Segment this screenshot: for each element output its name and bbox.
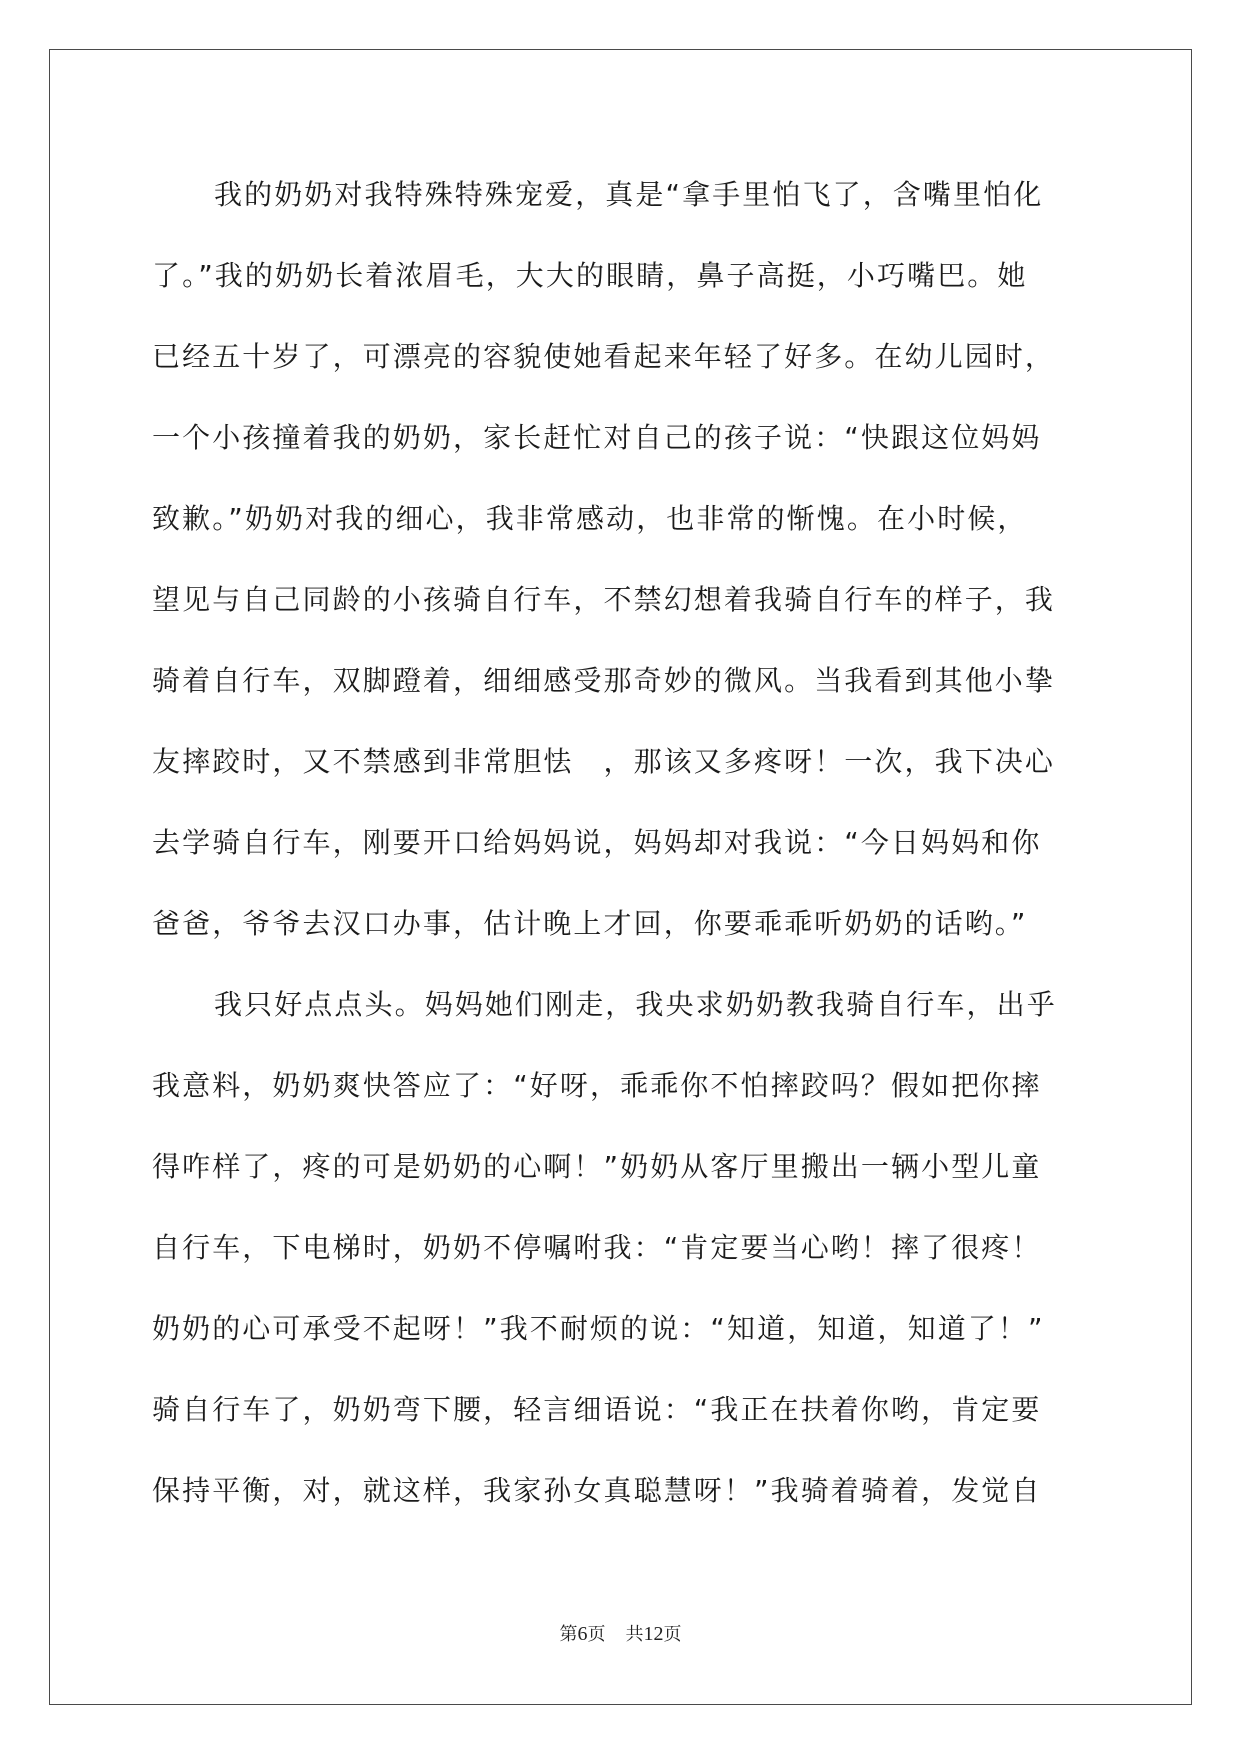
page-footer bbox=[0, 1620, 1241, 1646]
text-line: 骑着自行车，双脚蹬着，细细感受那奇妙的微风。当我看到其他小挚 bbox=[152, 664, 1056, 697]
text-line: 已经五十岁了，可漂亮的容貌使她看起来年轻了好多。在幼儿园时， bbox=[152, 340, 1056, 373]
text-line: 自行车，下电梯时，奶奶不停嘱咐我：“肯定要当心哟！摔了很疼！ bbox=[152, 1231, 1042, 1264]
text-line: 一个小孩撞着我的奶奶，家长赶忙对自己的孩子说：“快跟这位妈妈 bbox=[152, 421, 1042, 454]
page-total: 共12页 bbox=[625, 1623, 682, 1645]
text-line: 我的奶奶对我特殊特殊宠爱，真是“拿手里怕飞了，含嘴里怕化 bbox=[214, 178, 1044, 211]
text-line: 爸爸，爷爷去汉口办事，估计晚上才回，你要乖乖听奶奶的话哟。” bbox=[152, 907, 1028, 940]
page-number: 第6页 bbox=[559, 1623, 606, 1645]
text-line: 了。”我的奶奶长着浓眉毛，大大的眼睛，鼻子高挺，小巧嘴巴。她 bbox=[152, 259, 1028, 292]
text-line: 友摔跤时，又不禁感到非常胆怯 ，那该又多疼呀！一次，我下决心 bbox=[152, 745, 1056, 778]
text-line: 我意料，奶奶爽快答应了：“好呀，乖乖你不怕摔跤吗？假如把你摔 bbox=[152, 1069, 1042, 1102]
text-line: 我只好点点头。妈妈她们刚走，我央求奶奶教我骑自行车，出乎 bbox=[214, 988, 1057, 1021]
body-text bbox=[152, 154, 1092, 1531]
text-line: 得咋样了，疼的可是奶奶的心啊！”奶奶从客厅里搬出一辆小型儿童 bbox=[152, 1150, 1042, 1183]
text-line: 保持平衡，对，就这样，我家孙女真聪慧呀！”我骑着骑着，发觉自 bbox=[152, 1474, 1042, 1507]
text-line: 望见与自己同龄的小孩骑自行车，不禁幻想着我骑自行车的样子，我 bbox=[152, 583, 1056, 616]
text-line: 去学骑自行车，刚要开口给妈妈说，妈妈却对我说：“今日妈妈和你 bbox=[152, 826, 1042, 859]
text-line: 致歉。”奶奶对我的细心，我非常感动，也非常的惭愧。在小时候， bbox=[152, 502, 1028, 535]
text-line: 骑自行车了，奶奶弯下腰，轻言细语说：“我正在扶着你哟，肯定要 bbox=[152, 1393, 1042, 1426]
text-line: 奶奶的心可承受不起呀！”我不耐烦的说：“知道，知道，知道了！” bbox=[152, 1312, 1045, 1345]
